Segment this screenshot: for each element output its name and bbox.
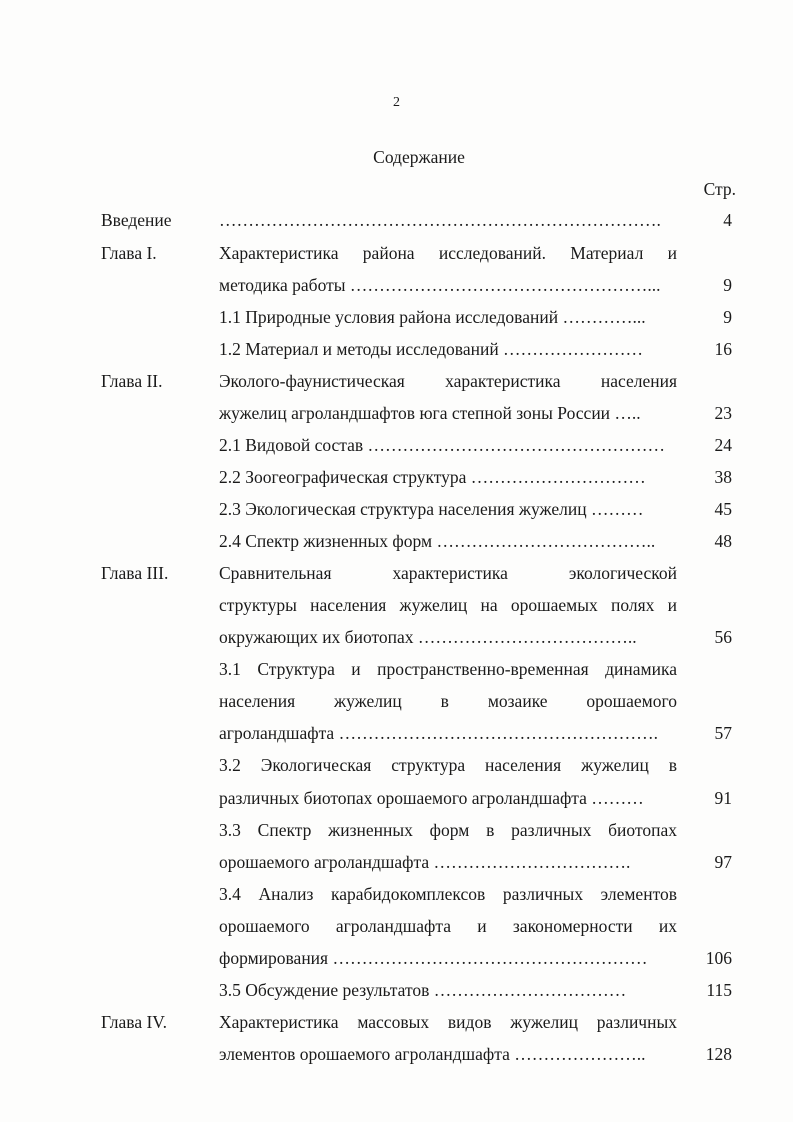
toc-entry-line: орошаемого агроландшафта ……………………………. [219,852,631,872]
toc-page-number: 24 [714,435,732,455]
toc-entry-line: Характеристика массовых видов жужелиц различных [219,1012,677,1032]
toc-entry-line: Сравнительная характеристика экологической [219,563,677,583]
toc-page-number: 97 [714,852,732,872]
toc-entry-line: элементов орошаемого агроландшафта ………………….. [219,1044,646,1064]
toc-label: Глава IV. [101,1012,168,1032]
toc-entry-line: населения жужелиц в мозаике орошаемого [219,691,677,711]
toc-page-number: 56 [714,627,732,647]
toc-entry-line: 3.5 Обсуждение результатов …………………………… [219,980,627,1000]
toc-entry-line: …………………………………………………………………. [219,210,661,230]
page-column-header: Стр. [703,179,736,199]
toc-entry-line: 1.1 Природные условия района исследований …………... [219,307,646,327]
toc-page-number: 45 [714,499,732,519]
toc-entry-line: Эколого-фаунистическая характеристика населения [219,371,677,391]
toc-page-number: 106 [705,948,732,968]
toc-title: Содержание [373,147,465,167]
toc-entry-line: формирования ……………………………………………… [219,948,648,968]
toc-entry-line: орошаемого агроландшафта и закономерности их [219,916,677,936]
toc-entry-line: 3.4 Анализ карабидокомплексов различных элементов [219,884,677,904]
toc-page-number: 9 [723,307,732,327]
toc-page-number: 57 [714,723,732,743]
toc-page-number: 9 [723,275,732,295]
toc-label: Глава II. [101,371,163,391]
toc-entry-line: 3.2 Экологическая структура населения жужелиц в [219,755,677,775]
toc-entry-line: агроландшафта ………………………………………………. [219,723,658,743]
toc-entry-line: 3.3 Спектр жизненных форм в различных биотопах [219,820,677,840]
toc-page-number: 91 [714,788,732,808]
toc-page-number: 23 [714,403,732,423]
toc-entry-line: жужелиц агроландшафтов юга степной зоны России ….. [219,403,641,423]
toc-label: Введение [101,210,172,230]
toc-page-number: 128 [705,1044,732,1064]
toc-label: Глава I. [101,243,157,263]
toc-entry-line: 2.4 Спектр жизненных форм ……………………………….. [219,531,656,551]
toc-entry-line: методика работы ……………………………………………... [219,275,661,295]
toc-entry-line: 3.1 Структура и пространственно-временная динамика [219,659,677,679]
toc-entry-line: структуры населения жужелиц на орошаемых полях и [219,595,677,615]
page-number: 2 [393,95,400,110]
toc-entry-line: 2.2 Зоогеографическая структура ………………………… [219,467,646,487]
toc-entry-line: 1.2 Материал и методы исследований …………………… [219,339,644,359]
toc-page-number: 16 [714,339,732,359]
toc-page-number: 48 [714,531,732,551]
toc-entry-line: различных биотопах орошаемого агроландшафта ……… [219,788,644,808]
toc-entry-line: окружающих их биотопах ……………………………….. [219,627,637,647]
toc-entry-line: 2.3 Экологическая структура населения жужелиц ……… [219,499,644,519]
toc-entry-line: 2.1 Видовой состав …………………………………………… [219,435,666,455]
toc-page-number: 115 [706,980,732,1000]
toc-page-number: 38 [714,467,732,487]
toc-label: Глава III. [101,563,169,583]
toc-entry-line: Характеристика района исследований. Материал и [219,243,677,263]
toc-page-number: 4 [723,210,732,230]
